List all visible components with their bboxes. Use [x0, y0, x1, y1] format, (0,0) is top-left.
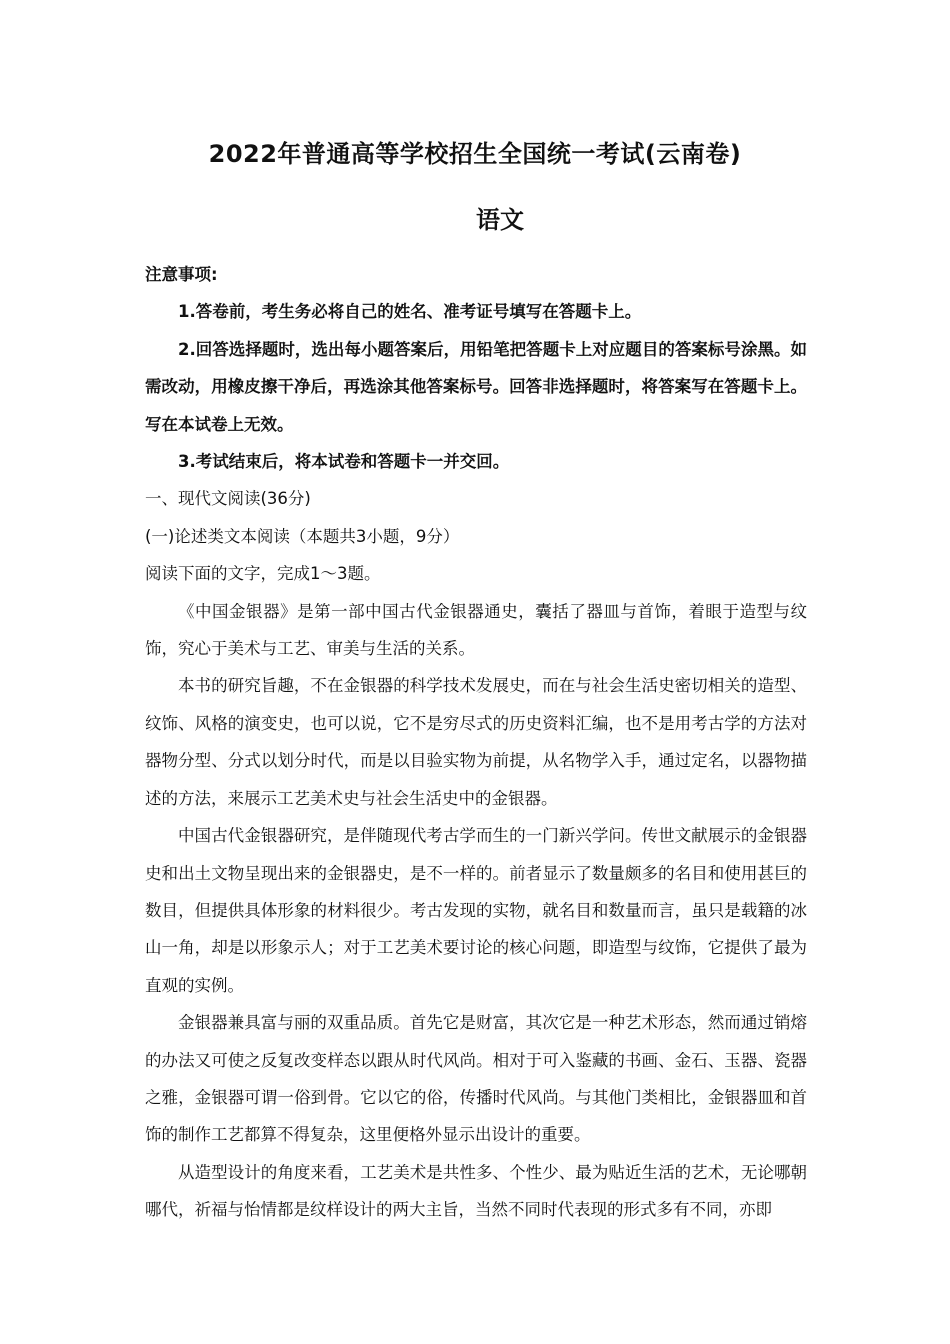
section-subheading: (一)论述类文本阅读（本题共3小题，9分） — [145, 526, 460, 546]
passage-paragraph-1: 《中国金银器》是第一部中国古代金银器通史，囊括了器皿与首饰，着眼于造型与纹饰，究心于美术与工艺、审美与生活的关系。 — [145, 601, 807, 659]
note-item-1: 1.答卷前，考生务必将自己的姓名、准考证号填写在答题卡上。 — [178, 302, 642, 322]
notes-heading: 注意事项: — [145, 265, 218, 284]
section-heading: 一、现代文阅读(36分) — [145, 489, 311, 509]
note-item-2: 2.回答选择题时，选出每小题答案后，用铅笔把答题卡上对应题目的答案标号涂黑。如需改动，用橡皮擦干净后，再选涂其他答案标号。回答非选择题时，将答案写在答题卡上。写在本试卷上无效。 — [145, 339, 807, 434]
exam-title: 2022年普通高等学校招生全国统一考试(云南卷) — [208, 140, 742, 168]
passage-paragraph-2: 本书的研究旨趣，不在金银器的科学技术发展史，而在与社会生活史密切相关的造型、纹饰、风格的演变史，也可以说，它不是穷尽式的历史资料汇编，也不是用考古学的方法对器物分型、分式以划分时代，而是以目验实物为前提，从名物学入手，通过定名，以器物描述的方法，来展示工艺美术史与社会生活史中的金银器。 — [145, 676, 807, 808]
passage-paragraph-4: 金银器兼具富与丽的双重品质。首先它是财富，其次它是一种艺术形态，然而通过销熔的办法又可使之反复改变样态以跟从时代风尚。相对于可入鉴藏的书画、金石、玉器、瓷器之雅，金银器可谓一俗到骨。它以它的俗，传播时代风尚。与其他门类相比，金银器皿和首饰的制作工艺都算不得复杂，这里便格外显示出设计的重要。 — [145, 1013, 807, 1145]
subject-title: 语文 — [476, 206, 524, 234]
reading-instruction: 阅读下面的文字，完成1～3题。 — [145, 564, 381, 584]
passage-paragraph-5: 从造型设计的角度来看，工艺美术是共性多、个性少、最为贴近生活的艺术，无论哪朝哪代，祈福与怡情都是纹样设计的两大主旨，当然不同时代表现的形式多有不同，亦即 — [145, 1162, 807, 1220]
note-item-3: 3.考试结束后，将本试卷和答题卡一并交回。 — [178, 452, 510, 472]
document-body — [145, 256, 807, 1229]
passage-paragraph-3: 中国古代金银器研究，是伴随现代考古学而生的一门新兴学问。传世文献展示的金银器史和出土文物呈现出来的金银器史，是不一样的。前者显示了数量颇多的名目和使用甚巨的数目，但提供具体形象的材料很少。考古发现的实物，就名目和数量而言，虽只是载籍的冰山一角，却是以形象示人；对于工艺美术要讨论的核心问题，即造型与纹饰，它提供了最为直观的实例。 — [145, 826, 807, 995]
